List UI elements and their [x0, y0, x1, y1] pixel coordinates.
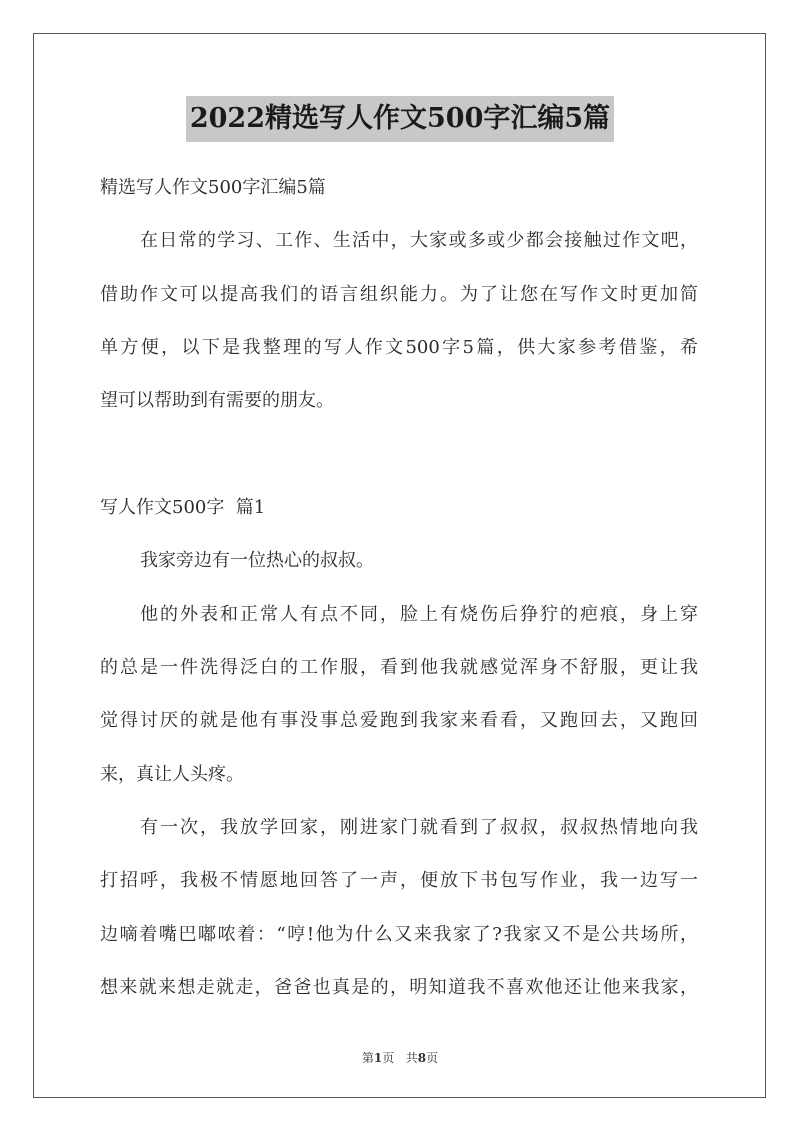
paragraph-2-line-2: 的总是一件洗得泛白的工作服，看到他我就感觉浑身不舒服，更让我: [100, 657, 698, 678]
document-subtitle: 精选写人作文500字汇编5篇: [100, 177, 326, 198]
footer-page-number: 1: [373, 1051, 383, 1065]
footer-prefix: 第: [361, 1051, 374, 1065]
footer-mid: 页 共: [382, 1051, 418, 1065]
paragraph-1: 我家旁边有一位热心的叔叔。: [140, 550, 374, 571]
intro-line-1: 在日常的学习、工作、生活中，大家或多或少都会接触过作文吧，: [140, 230, 698, 251]
paragraph-3-line-3: 边嘀着嘴巴嘟哝着：“哼!他为什么又来我家了?我家又不是公共场所，: [100, 924, 698, 945]
paragraph-3-line-2: 打招呼，我极不情愿地回答了一声，便放下书包写作业，我一边写一: [100, 870, 698, 891]
paragraph-2-line-4: 来，真让人头疼。: [100, 764, 244, 785]
intro-line-4: 望可以帮助到有需要的朋友。: [100, 390, 334, 411]
paragraph-3-line-4: 想来就来想走就走，爸爸也真是的，明知道我不喜欢他还让他来我家，: [100, 977, 698, 998]
section-heading: 写人作文500字 篇1: [100, 497, 266, 518]
paragraph-3-line-1: 有一次，我放学回家，刚进家门就看到了叔叔，叔叔热情地向我: [140, 817, 698, 838]
paragraph-2-line-1: 他的外表和正常人有点不同，脸上有烧伤后狰狞的疤痕，身上穿: [140, 604, 698, 625]
paragraph-2-line-3: 觉得讨厌的就是他有事没事总爱跑到我家来看看，又跑回去，又跑回: [100, 710, 698, 731]
page-footer: [0, 1049, 800, 1066]
intro-line-2: 借助作文可以提高我们的语言组织能力。为了让您在写作文时更加简: [100, 284, 698, 305]
intro-line-3: 单方便，以下是我整理的写人作文500字5篇，供大家参考借鉴，希: [100, 337, 698, 358]
footer-suffix: 页: [426, 1051, 439, 1065]
title-wrap: [0, 96, 800, 142]
document-title: 2022精选写人作文500字汇编5篇: [186, 96, 614, 142]
footer-total-pages: 8: [417, 1051, 427, 1065]
